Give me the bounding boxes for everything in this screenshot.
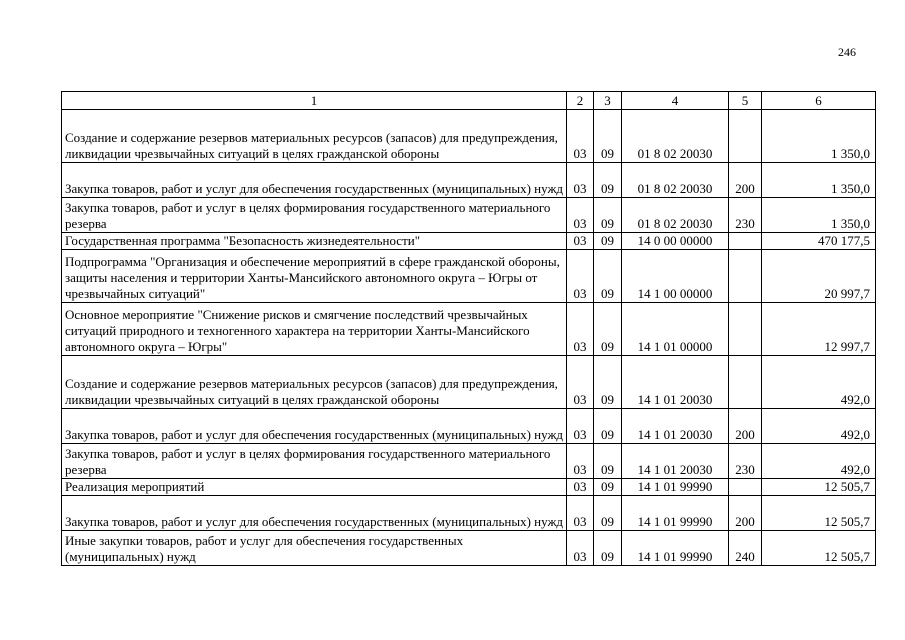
row-subsection: 09 (594, 531, 622, 566)
page-number: 246 (838, 45, 856, 59)
row-target-article: 01 8 02 20030 (622, 110, 729, 163)
budget-table (61, 91, 876, 566)
row-subsection: 09 (594, 444, 622, 479)
row-subsection: 09 (594, 163, 622, 198)
row-target-article: 14 1 01 99990 (622, 496, 729, 531)
row-amount: 1 350,0 (762, 110, 876, 163)
row-expense-type (729, 233, 762, 250)
row-expense-type (729, 250, 762, 303)
row-name: Закупка товаров, работ и услуг для обеспечения государственных (муниципальных) нужд (62, 163, 567, 198)
row-name: Создание и содержание резервов материальных ресурсов (запасов) для предупреждения, ликвидации чрезвычайных ситуаций в целях гражданской обороны (62, 110, 567, 163)
row-target-article: 14 1 01 20030 (622, 444, 729, 479)
row-section: 03 (567, 163, 594, 198)
table-row (62, 198, 876, 233)
table-row (62, 110, 876, 163)
row-target-article: 01 8 02 20030 (622, 163, 729, 198)
row-target-article: 14 1 01 99990 (622, 479, 729, 496)
row-name: Закупка товаров, работ и услуг в целях формирования государственного материального резерва (62, 198, 567, 233)
table-row (62, 163, 876, 198)
row-subsection: 09 (594, 356, 622, 409)
row-amount: 12 505,7 (762, 479, 876, 496)
row-expense-type: 230 (729, 198, 762, 233)
row-expense-type: 200 (729, 496, 762, 531)
row-name: Государственная программа "Безопасность жизнедеятельности" (62, 233, 567, 250)
row-section: 03 (567, 110, 594, 163)
row-target-article: 14 0 00 00000 (622, 233, 729, 250)
row-name: Закупка товаров, работ и услуг для обеспечения государственных (муниципальных) нужд (62, 496, 567, 531)
header-col-1: 1 (62, 92, 567, 110)
row-section: 03 (567, 233, 594, 250)
row-name: Основное мероприятие "Снижение рисков и смягчение последствий чрезвычайных ситуаций природного и техногенного характера на территории Ханты-Мансийского автономного округа – Югры" (62, 303, 567, 356)
table-row (62, 303, 876, 356)
row-name: Иные закупки товаров, работ и услуг для обеспечения государственных (муниципальных) нужд (62, 531, 567, 566)
row-subsection: 09 (594, 496, 622, 531)
header-col-3: 3 (594, 92, 622, 110)
table-row (62, 531, 876, 566)
row-section: 03 (567, 356, 594, 409)
row-target-article: 14 1 01 20030 (622, 409, 729, 444)
row-expense-type: 240 (729, 531, 762, 566)
row-expense-type: 230 (729, 444, 762, 479)
row-amount: 492,0 (762, 444, 876, 479)
row-expense-type: 200 (729, 409, 762, 444)
header-col-2: 2 (567, 92, 594, 110)
row-section: 03 (567, 409, 594, 444)
header-col-6: 6 (762, 92, 876, 110)
row-subsection: 09 (594, 110, 622, 163)
table-row (62, 233, 876, 250)
row-subsection: 09 (594, 198, 622, 233)
row-subsection: 09 (594, 233, 622, 250)
row-section: 03 (567, 198, 594, 233)
header-row (62, 92, 876, 110)
row-expense-type (729, 479, 762, 496)
table-row (62, 479, 876, 496)
row-name: Создание и содержание резервов материальных ресурсов (запасов) для предупреждения, ликвидации чрезвычайных ситуаций в целях гражданской обороны (62, 356, 567, 409)
row-amount: 1 350,0 (762, 198, 876, 233)
header-col-5: 5 (729, 92, 762, 110)
row-section: 03 (567, 250, 594, 303)
row-target-article: 01 8 02 20030 (622, 198, 729, 233)
table-row (62, 250, 876, 303)
row-subsection: 09 (594, 479, 622, 496)
row-amount: 492,0 (762, 409, 876, 444)
table-row (62, 356, 876, 409)
row-section: 03 (567, 531, 594, 566)
row-name: Реализация мероприятий (62, 479, 567, 496)
row-expense-type (729, 303, 762, 356)
table-row (62, 496, 876, 531)
header-col-4: 4 (622, 92, 729, 110)
row-expense-type (729, 356, 762, 409)
row-target-article: 14 1 00 00000 (622, 250, 729, 303)
table-row (62, 409, 876, 444)
row-section: 03 (567, 496, 594, 531)
row-subsection: 09 (594, 409, 622, 444)
row-name: Закупка товаров, работ и услуг в целях формирования государственного материального резерва (62, 444, 567, 479)
row-amount: 470 177,5 (762, 233, 876, 250)
row-target-article: 14 1 01 00000 (622, 303, 729, 356)
row-subsection: 09 (594, 303, 622, 356)
row-amount: 20 997,7 (762, 250, 876, 303)
row-section: 03 (567, 479, 594, 496)
table-row (62, 444, 876, 479)
row-amount: 12 997,7 (762, 303, 876, 356)
row-amount: 492,0 (762, 356, 876, 409)
row-expense-type: 200 (729, 163, 762, 198)
row-target-article: 14 1 01 20030 (622, 356, 729, 409)
row-section: 03 (567, 444, 594, 479)
row-amount: 12 505,7 (762, 531, 876, 566)
row-target-article: 14 1 01 99990 (622, 531, 729, 566)
row-amount: 1 350,0 (762, 163, 876, 198)
row-expense-type (729, 110, 762, 163)
row-name: Закупка товаров, работ и услуг для обеспечения государственных (муниципальных) нужд (62, 409, 567, 444)
row-subsection: 09 (594, 250, 622, 303)
row-name: Подпрограмма "Организация и обеспечение мероприятий в сфере гражданской обороны, защиты населения и территории Ханты-Мансийского автономного округа – Югры от чрезвычайных ситуаций" (62, 250, 567, 303)
row-section: 03 (567, 303, 594, 356)
row-amount: 12 505,7 (762, 496, 876, 531)
